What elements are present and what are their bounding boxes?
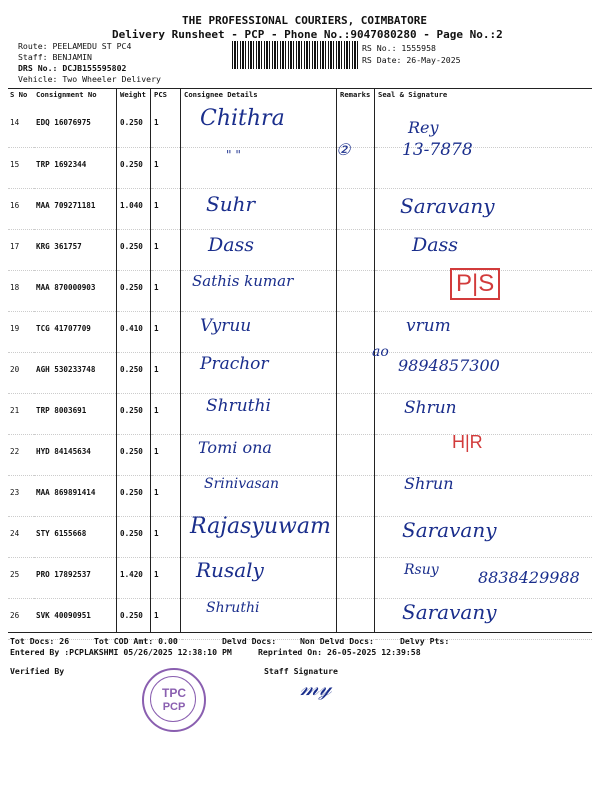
handwritten-remark: ao — [372, 344, 389, 360]
table-row — [8, 106, 592, 147]
table-row — [8, 147, 592, 188]
col-pcs: PCS — [154, 90, 167, 99]
table-header-row — [8, 88, 592, 106]
pcs: 1 — [152, 229, 182, 270]
handwritten-number: 13-7878 — [402, 140, 473, 160]
sno: 24 — [8, 516, 34, 557]
total-cod-amount: Tot COD Amt: 0.00 — [94, 636, 178, 646]
handwritten-consignee: Tomi ona — [198, 438, 272, 457]
sno: 16 — [8, 188, 34, 229]
sno: 20 — [8, 352, 34, 393]
handwritten-consignee: Suhr — [206, 192, 256, 216]
handwritten-consignee: Prachor — [200, 354, 269, 374]
barcode — [232, 41, 358, 69]
weight: 0.250 — [118, 393, 152, 434]
weight: 0.250 — [118, 106, 152, 147]
weight: 0.250 — [118, 598, 152, 639]
consignment-no: KRG 361757 — [34, 229, 118, 270]
consignment-no: PRO 17892537 — [34, 557, 118, 598]
pcs: 1 — [152, 352, 182, 393]
handwritten-signature: Saravany — [402, 600, 497, 624]
handwritten-signature: Rsuy — [404, 562, 439, 578]
handwritten-consignee: Sathis kumar — [192, 272, 294, 290]
handwritten-phone: 9894857300 — [398, 356, 500, 375]
staff-signature-label: Staff Signature — [264, 666, 338, 676]
col-weight: Weight — [120, 90, 146, 99]
weight: 0.250 — [118, 352, 152, 393]
route: Route: PEELAMEDU ST PC4 — [18, 41, 132, 51]
table-row — [8, 270, 592, 311]
weight: 0.250 — [118, 229, 152, 270]
table-row — [8, 393, 592, 434]
handwritten-consignee: Chithra — [200, 106, 285, 131]
table-row — [8, 311, 592, 352]
sno: 22 — [8, 434, 34, 475]
drs-number: DRS No.: DCJB155595802 — [18, 63, 127, 73]
runsheet-table — [8, 88, 592, 640]
handwritten-signature: Dass — [412, 234, 459, 256]
pcs: 1 — [152, 393, 182, 434]
weight: 0.410 — [118, 311, 152, 352]
sno: 15 — [8, 147, 34, 188]
handwritten-consignee: Vyruu — [200, 316, 252, 336]
verified-by-label: Verified By — [10, 666, 65, 676]
sno: 25 — [8, 557, 34, 598]
delivered-docs: Delvd Docs: — [222, 636, 277, 646]
handwritten-signature: vrum — [406, 316, 451, 336]
consignment-no: STY 6155668 — [34, 516, 118, 557]
consignment-no: SVK 40090951 — [34, 598, 118, 639]
company-title: THE PROFESSIONAL COURIERS, COIMBATORE — [182, 14, 428, 27]
handwritten-phone: 8838429988 — [478, 568, 580, 587]
pcs: 1 — [152, 434, 182, 475]
consignment-no: TCG 41707709 — [34, 311, 118, 352]
consignment-no: HYD 84145634 — [34, 434, 118, 475]
sno: 23 — [8, 475, 34, 516]
table-row — [8, 475, 592, 516]
sno: 19 — [8, 311, 34, 352]
handwritten-signature: Saravany — [400, 194, 495, 218]
office-stamp — [142, 668, 206, 732]
vehicle: Vehicle: Two Wheeler Delivery — [18, 74, 161, 84]
col-seal: Seal & Signature — [378, 90, 448, 99]
handwritten-consignee: Shruthi — [206, 600, 260, 616]
sno: 26 — [8, 598, 34, 639]
total-docs: Tot Docs: 26 — [10, 636, 70, 646]
stamp-line1: TPC — [162, 686, 186, 700]
consignment-no: MAA 709271181 — [34, 188, 118, 229]
sno: 21 — [8, 393, 34, 434]
sno: 17 — [8, 229, 34, 270]
pcs: 1 — [152, 557, 182, 598]
handwritten-signature: Saravany — [402, 518, 497, 542]
pcs: 1 — [152, 475, 182, 516]
weight: 0.250 — [118, 270, 152, 311]
weight: 0.250 — [118, 475, 152, 516]
handwritten-hr-mark: H|R — [452, 432, 483, 452]
sno: 14 — [8, 106, 34, 147]
delivery-points: Delvy Pts: — [400, 636, 450, 646]
consignment-no: TRP 8003691 — [34, 393, 118, 434]
handwritten-signature: Rey — [408, 118, 439, 137]
pcs: 1 — [152, 106, 182, 147]
runsheet-title: Delivery Runsheet - PCP - Phone No.:9047080280 - Page No.:2 — [112, 28, 503, 41]
consignment-no: EDQ 16076975 — [34, 106, 118, 147]
handwritten-remark: ② — [336, 140, 351, 159]
pcs: 1 — [152, 270, 182, 311]
col-consignee: Consignee Details — [184, 90, 258, 99]
staff-signature: 𝓂𝓎 — [300, 676, 332, 701]
handwritten-signature: Shrun — [404, 474, 454, 493]
weight: 0.250 — [118, 434, 152, 475]
consignment-no: MAA 869891414 — [34, 475, 118, 516]
handwritten-consignee: Dass — [208, 234, 255, 256]
weight: 0.250 — [118, 147, 152, 188]
col-consignment: Consignment No — [36, 90, 97, 99]
pcs: 1 — [152, 311, 182, 352]
pcs: 1 — [152, 598, 182, 639]
non-delivered-docs: Non Delvd Docs: — [300, 636, 374, 646]
reprinted-on: Reprinted On: 26-05-2025 12:39:58 — [258, 647, 421, 657]
consignment-no: TRP 1692344 — [34, 147, 118, 188]
handwritten-consignee: Rusaly — [196, 558, 264, 582]
table-row — [8, 598, 592, 639]
handwritten-ditto: " " — [226, 148, 241, 162]
consignment-no: MAA 870000903 — [34, 270, 118, 311]
handwritten-consignee: Srinivasan — [204, 476, 280, 492]
handwritten-ps-mark: P|S — [450, 268, 500, 300]
pcs: 1 — [152, 516, 182, 557]
pcs: 1 — [152, 147, 182, 188]
consignment-no: AGH 530233748 — [34, 352, 118, 393]
handwritten-consignee: Rajasyuwam — [190, 514, 331, 539]
staff: Staff: BENJAMIN — [18, 52, 92, 62]
handwritten-consignee: Shruthi — [206, 396, 271, 416]
col-sno: S No — [10, 90, 28, 99]
weight: 0.250 — [118, 516, 152, 557]
entered-by: Entered By :PCPLAKSHMI 05/26/2025 12:38:10 PM — [10, 647, 232, 657]
table-row — [8, 434, 592, 475]
sno: 18 — [8, 270, 34, 311]
rs-date: RS Date: 26-May-2025 — [362, 55, 461, 65]
weight: 1.040 — [118, 188, 152, 229]
table-row — [8, 352, 592, 393]
table-row — [8, 188, 592, 229]
handwritten-signature: Shrun — [404, 398, 457, 418]
rs-number: RS No.: 1555958 — [362, 43, 436, 53]
stamp-line2: PCP — [162, 701, 186, 713]
pcs: 1 — [152, 188, 182, 229]
weight: 1.420 — [118, 557, 152, 598]
table-row — [8, 229, 592, 270]
col-remarks: Remarks — [340, 90, 371, 99]
